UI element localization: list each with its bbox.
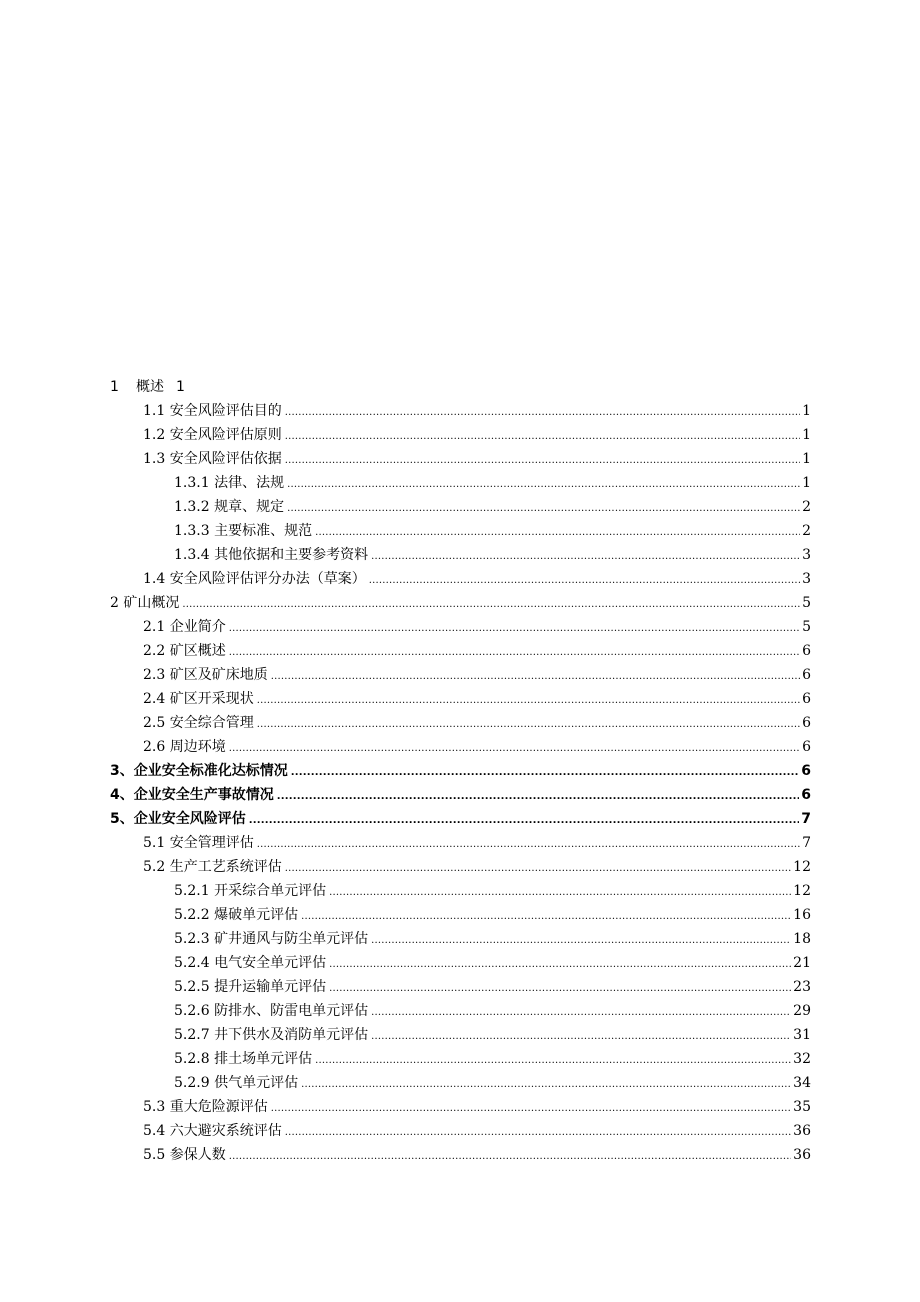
toc-entry-page: 6 [802, 715, 811, 731]
toc-chapter-number: 1 [110, 379, 119, 395]
toc-entry-title: 1.3 安全风险评估依据 [143, 451, 282, 467]
toc-dot-leader [271, 663, 800, 687]
toc-dot-leader [229, 639, 800, 663]
toc-entry[interactable] [110, 591, 811, 615]
toc-dot-leader [291, 759, 800, 783]
toc-entry[interactable] [174, 903, 811, 927]
toc-dot-leader [285, 423, 800, 447]
toc-entry-title: 5.2.5 提升运输单元评估 [174, 979, 327, 995]
toc-entry-title: 1.1 安全风险评估目的 [143, 403, 282, 419]
toc-entry-title: 2.2 矿区概述 [143, 643, 226, 659]
toc-entry[interactable] [174, 975, 811, 999]
toc-entry-title: 5.2.1 开采综合单元评估 [174, 883, 327, 899]
toc-entry-page: 36 [793, 1123, 811, 1139]
toc-entry-page: 2 [802, 523, 811, 539]
toc-dot-leader [229, 1143, 791, 1167]
toc-entry-title: 2.6 周边环境 [143, 739, 226, 755]
toc-entry[interactable] [174, 1023, 811, 1047]
toc-entry-page: 21 [793, 955, 811, 971]
toc-dot-leader [285, 855, 791, 879]
toc-entry-title: 5.2.4 电气安全单元评估 [174, 955, 327, 971]
toc-entry-page: 6 [802, 667, 811, 683]
toc-entry[interactable] [174, 927, 811, 951]
toc-entry[interactable] [143, 831, 811, 855]
toc-entry-page: 18 [793, 931, 811, 947]
toc-entry-title: 5.2.3 矿井通风与防尘单元评估 [174, 931, 369, 947]
toc-entry-page: 1 [802, 475, 811, 491]
toc-entry-title: 1.4 安全风险评估评分办法（草案） [143, 571, 366, 587]
toc-entry[interactable] [143, 1143, 811, 1167]
toc-chapter-title: 概述 [136, 379, 164, 395]
toc-entry[interactable] [174, 1047, 811, 1071]
toc-entry[interactable] [143, 423, 811, 447]
toc-entry-page: 31 [793, 1027, 811, 1043]
toc-entry-title: 1.3.4 其他依据和主要参考资料 [174, 547, 369, 563]
toc-entry-page: 6 [801, 763, 811, 779]
toc-dot-leader [371, 999, 791, 1023]
toc-entry-page: 12 [793, 883, 811, 899]
toc-entry-title: 3、企业安全标准化达标情况 [110, 763, 288, 779]
toc-entry-chapter-1[interactable] [110, 375, 811, 399]
toc-entry[interactable] [143, 663, 811, 687]
toc-entry-title: 1.3.1 法律、法规 [174, 475, 285, 491]
toc-entry-page: 34 [793, 1075, 811, 1091]
toc-entry-title: 5.2.2 爆破单元评估 [174, 907, 299, 923]
toc-entry-page: 1 [802, 403, 811, 419]
toc-entry-page: 7 [802, 835, 811, 851]
toc-entry[interactable] [110, 759, 811, 783]
toc-dot-leader [329, 879, 791, 903]
toc-dot-leader [329, 951, 791, 975]
toc-entry-page: 1 [802, 427, 811, 443]
toc-entry-title: 1.2 安全风险评估原则 [143, 427, 282, 443]
toc-entry-page: 2 [802, 499, 811, 515]
toc-entry[interactable] [143, 735, 811, 759]
toc-entry-title: 2.1 企业简介 [143, 619, 226, 635]
toc-dot-leader [287, 495, 800, 519]
toc-entry-title: 5.2.7 井下供水及消防单元评估 [174, 1027, 369, 1043]
toc-entry-page: 12 [793, 859, 811, 875]
toc-entry-page: 5 [802, 595, 811, 611]
toc-entry-page: 5 [802, 619, 811, 635]
toc-entry-page: 23 [793, 979, 811, 995]
toc-dot-leader [257, 711, 800, 735]
toc-entry[interactable] [143, 639, 811, 663]
toc-entries [0, 399, 920, 1167]
toc-entry-title: 5.1 安全管理评估 [143, 835, 254, 851]
toc-entry[interactable] [110, 807, 811, 831]
toc-entry-page: 29 [793, 1003, 811, 1019]
toc-entry[interactable] [143, 687, 811, 711]
toc-entry-page: 6 [802, 643, 811, 659]
toc-entry[interactable] [174, 471, 811, 495]
toc-entry-title: 2.5 安全综合管理 [143, 715, 254, 731]
toc-dot-leader [329, 975, 791, 999]
toc-dot-leader [249, 807, 800, 831]
toc-entry[interactable] [143, 615, 811, 639]
toc-entry[interactable] [174, 1071, 811, 1095]
toc-dot-leader [285, 1119, 791, 1143]
toc-dot-leader [257, 687, 800, 711]
toc-entry-page: 3 [802, 547, 811, 563]
toc-entry-title: 5.3 重大危险源评估 [143, 1099, 268, 1115]
toc-entry-title: 2.3 矿区及矿床地质 [143, 667, 268, 683]
toc-entry[interactable] [143, 399, 811, 423]
toc-entry-title: 5.5 参保人数 [143, 1147, 226, 1163]
toc-entry[interactable] [174, 999, 811, 1023]
toc-dot-leader [229, 615, 800, 639]
toc-dot-leader [371, 543, 800, 567]
toc-entry[interactable] [143, 1119, 811, 1143]
toc-entry-page: 35 [793, 1099, 811, 1115]
toc-entry-page: 36 [793, 1147, 811, 1163]
toc-entry-page: 7 [801, 811, 811, 827]
toc-dot-leader [277, 783, 800, 807]
toc-entry[interactable] [174, 879, 811, 903]
toc-entry-title: 2.4 矿区开采现状 [143, 691, 254, 707]
toc-entry-title: 5.2.6 防排水、防雷电单元评估 [174, 1003, 369, 1019]
toc-entry-title: 1.3.2 规章、规定 [174, 499, 285, 515]
toc-entry-title: 5.2.9 供气单元评估 [174, 1075, 299, 1091]
toc-dot-leader [315, 1047, 791, 1071]
toc-dot-leader [229, 735, 800, 759]
toc-dot-leader [287, 471, 800, 495]
toc-entry-page: 16 [793, 907, 811, 923]
toc-entry[interactable] [174, 495, 811, 519]
toc-dot-leader [369, 567, 800, 591]
toc-entry[interactable] [174, 519, 811, 543]
toc-dot-leader [371, 1023, 791, 1047]
toc-entry[interactable] [110, 783, 811, 807]
toc-dot-leader [315, 519, 800, 543]
toc-entry[interactable] [174, 951, 811, 975]
toc-entry-page: 6 [801, 787, 811, 803]
toc-dot-leader [257, 831, 800, 855]
toc-entry-page: 6 [802, 691, 811, 707]
toc-entry-page: 6 [802, 739, 811, 755]
toc-entry-page: 32 [793, 1051, 811, 1067]
toc-entry-title: 1.3.3 主要标准、规范 [174, 523, 313, 539]
toc-entry[interactable] [143, 567, 811, 591]
toc-entry[interactable] [174, 543, 811, 567]
toc-dot-leader [285, 447, 800, 471]
toc-entry-page: 3 [802, 571, 811, 587]
toc-dot-leader [285, 399, 800, 423]
toc-entry-title: 5.4 六大避灾系统评估 [143, 1123, 282, 1139]
toc-entry-page: 1 [802, 451, 811, 467]
toc-entry-title: 5.2.8 排土场单元评估 [174, 1051, 313, 1067]
toc-dot-leader [301, 903, 791, 927]
toc-entry[interactable] [143, 711, 811, 735]
toc-dot-leader [182, 591, 800, 615]
toc-dot-leader [371, 927, 791, 951]
table-of-contents [0, 375, 920, 1167]
toc-dot-leader [271, 1095, 791, 1119]
toc-entry[interactable] [143, 447, 811, 471]
toc-entry-title: 2 矿山概况 [110, 595, 180, 611]
toc-entry-title: 4、企业安全生产事故情况 [110, 787, 274, 803]
toc-entry[interactable] [143, 855, 811, 879]
toc-entry-title: 5.2 生产工艺系统评估 [143, 859, 282, 875]
toc-chapter-page: 1 [176, 379, 185, 395]
toc-entry-title: 5、企业安全风险评估 [110, 811, 246, 827]
toc-dot-leader [301, 1071, 791, 1095]
toc-entry[interactable] [143, 1095, 811, 1119]
